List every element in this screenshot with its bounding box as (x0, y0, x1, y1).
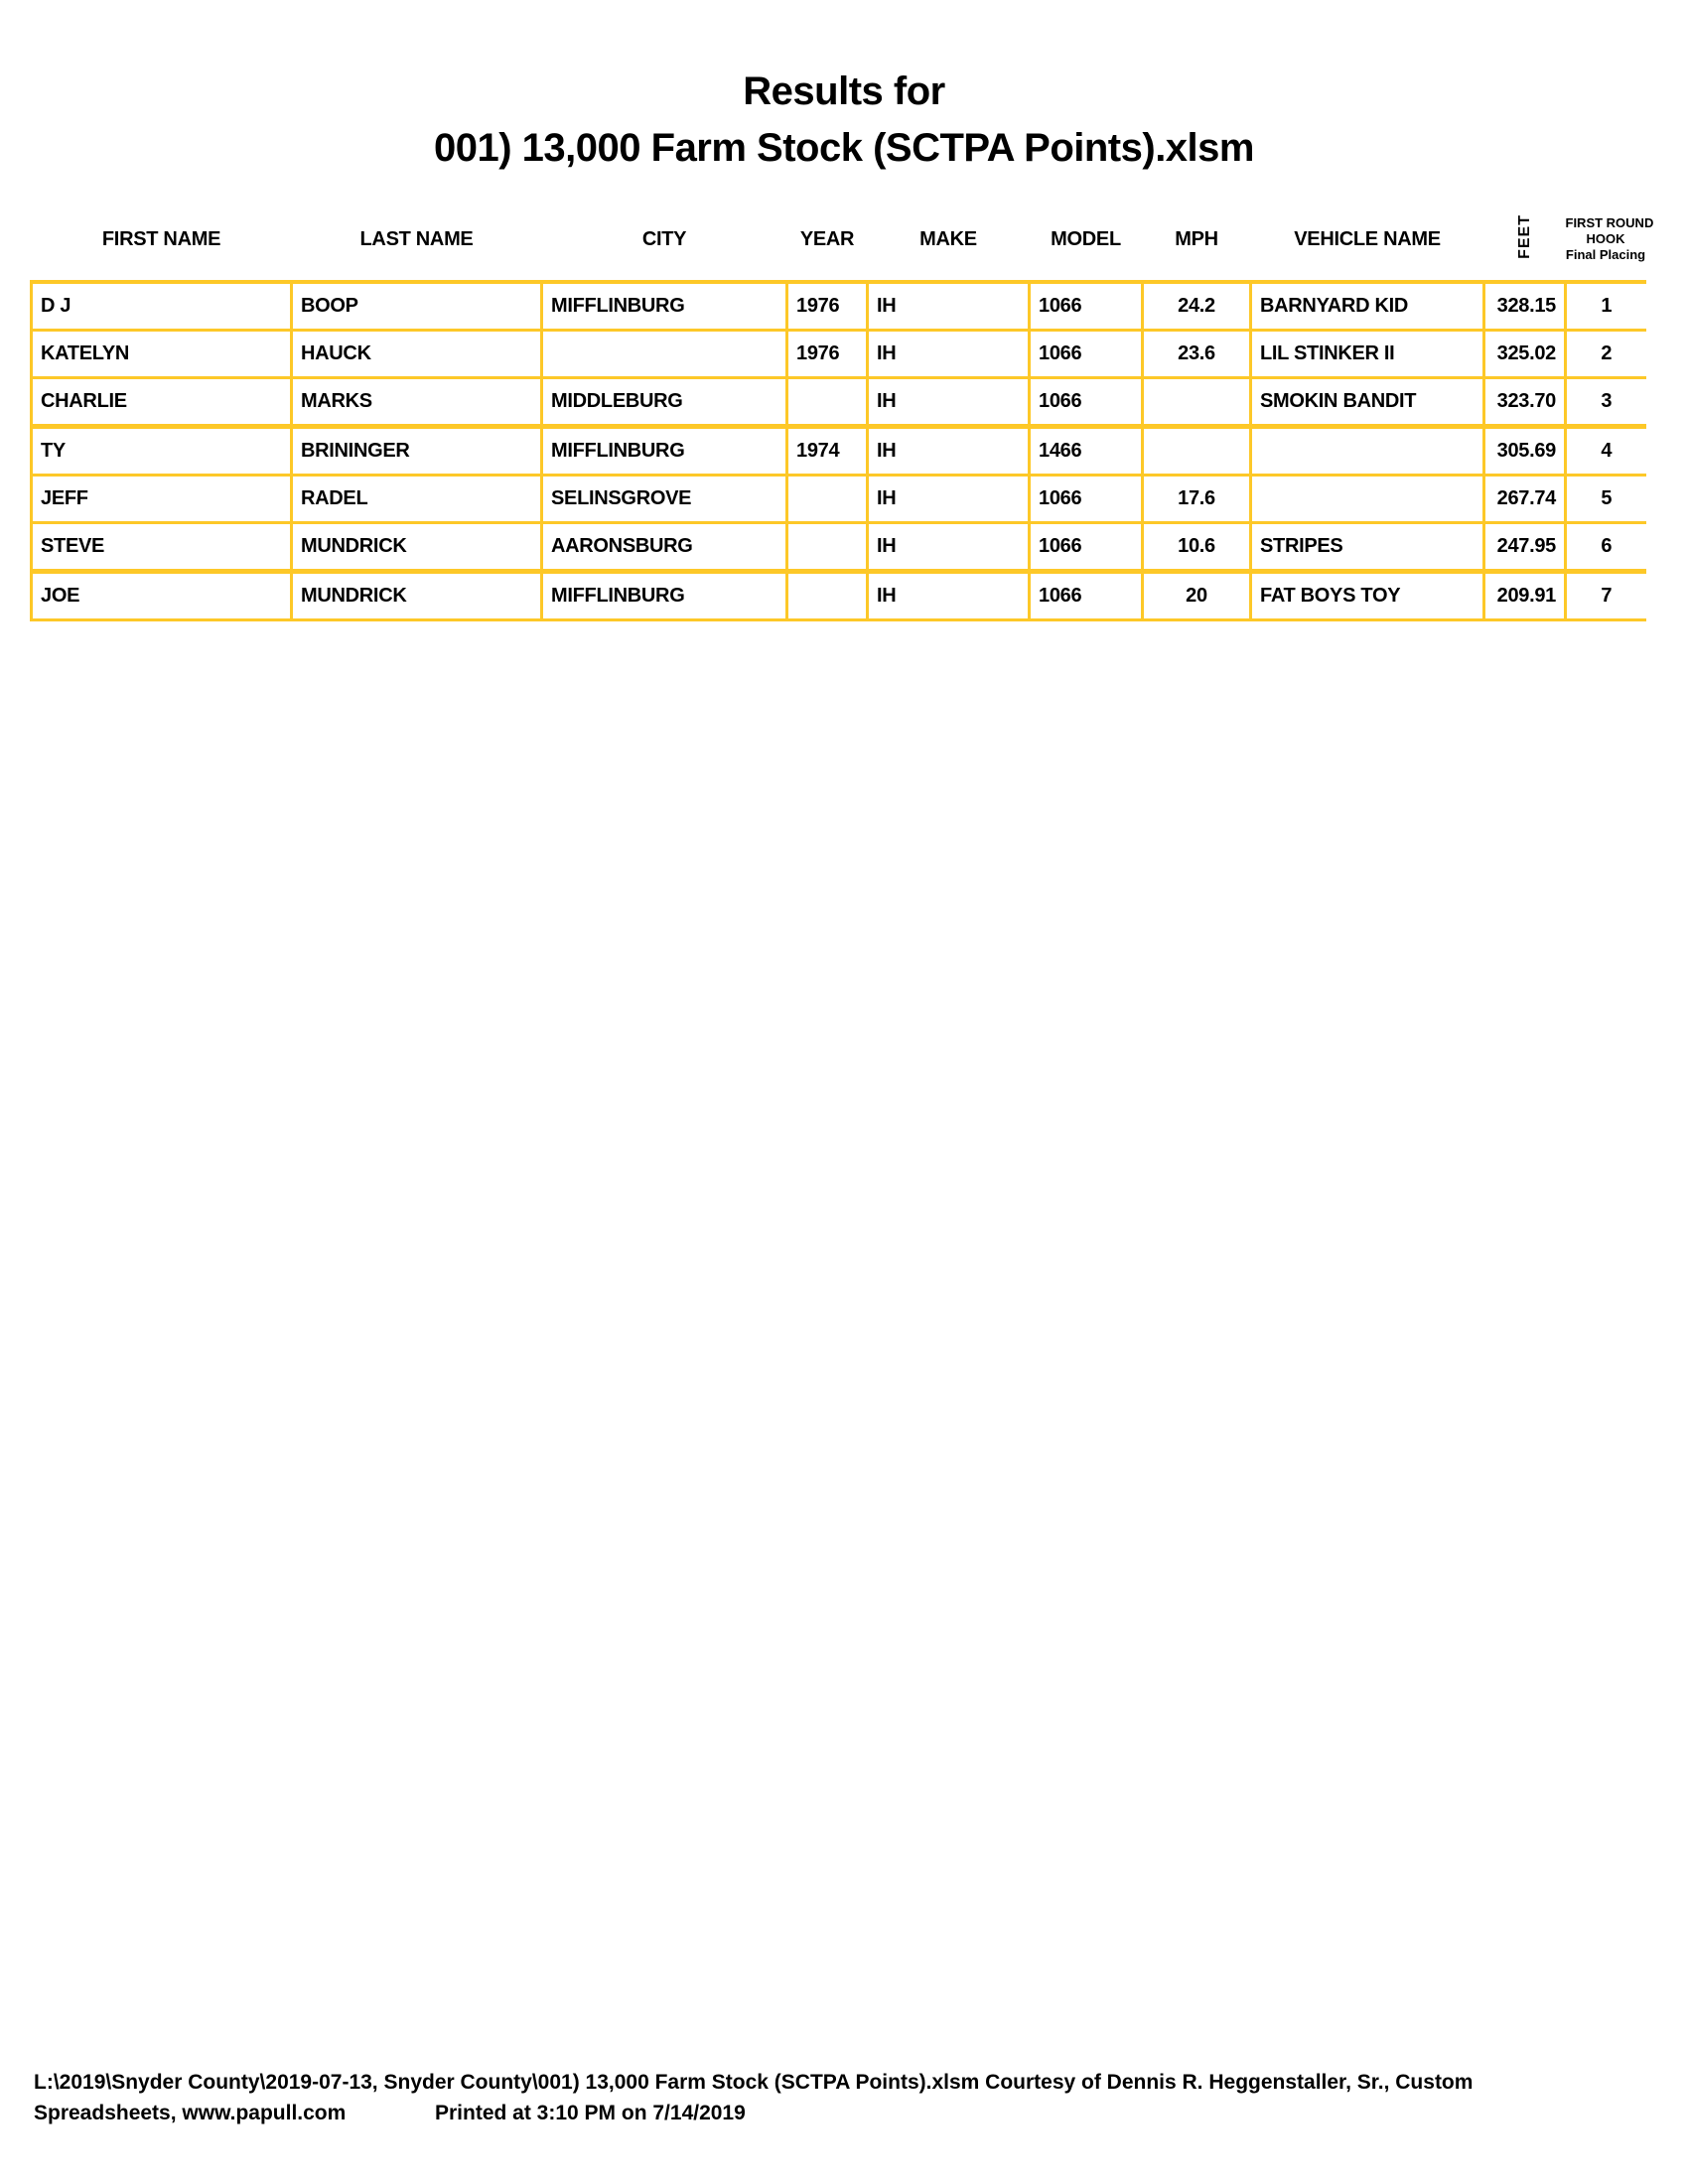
cell-first-name: D J (32, 282, 292, 331)
cell-placing: 4 (1566, 427, 1646, 476)
cell-mph: 23.6 (1143, 331, 1251, 378)
cell-city: AARONSBURG (542, 523, 787, 572)
cell-year (787, 523, 868, 572)
header-row (32, 199, 1646, 282)
cell-make: IH (868, 572, 1030, 620)
cell-year: 1976 (787, 282, 868, 331)
cell-year: 1974 (787, 427, 868, 476)
cell-mph (1143, 427, 1251, 476)
cell-first-name: JEFF (32, 476, 292, 523)
table-row (32, 572, 1646, 620)
cell-city: MIFFLINBURG (542, 427, 787, 476)
feet-vertical-label: FEET (1515, 213, 1533, 259)
table-row (32, 476, 1646, 523)
cell-city (542, 331, 787, 378)
cell-first-name: CHARLIE (32, 378, 292, 427)
cell-make: IH (868, 331, 1030, 378)
table-row (32, 427, 1646, 476)
cell-city: MIFFLINBURG (542, 572, 787, 620)
col-header-feet (1484, 199, 1566, 282)
cell-model: 1466 (1030, 427, 1143, 476)
results-sheet (30, 199, 1654, 621)
cell-make: IH (868, 476, 1030, 523)
cell-last-name: MARKS (292, 378, 542, 427)
col-header-year: YEAR (799, 227, 855, 250)
cell-vehicle-name: FAT BOYS TOY (1251, 572, 1484, 620)
cell-feet: 209.91 (1484, 572, 1566, 620)
col-header-make: MAKE (919, 227, 977, 250)
cell-year (787, 572, 868, 620)
cell-vehicle-name: SMOKIN BANDIT (1251, 378, 1484, 427)
results-table (30, 199, 1654, 621)
cell-placing: 7 (1566, 572, 1646, 620)
footer-file-path: L:\2019\Snyder County\2019-07-13, Snyder County\001) 13,000 Farm Stock (SCTPA Points).xlsm Courtesy of Dennis R. Heggenstaller, Sr., Custom (34, 2071, 1474, 2094)
placing-header-line1: FIRST ROUND (1565, 215, 1654, 230)
footer-printed-timestamp: Printed at 3:10 PM on 7/14/2019 (435, 2102, 746, 2124)
placing-header-line2: HOOK (1586, 231, 1625, 246)
cell-feet: 247.95 (1484, 523, 1566, 572)
cell-model: 1066 (1030, 476, 1143, 523)
cell-last-name: BOOP (292, 282, 542, 331)
cell-city: SELINSGROVE (542, 476, 787, 523)
page-title-line1: Results for (743, 69, 945, 113)
cell-make: IH (868, 523, 1030, 572)
col-header-city: CITY (641, 227, 687, 250)
cell-model: 1066 (1030, 282, 1143, 331)
cell-feet: 325.02 (1484, 331, 1566, 378)
table-row (32, 378, 1646, 427)
cell-vehicle-name (1251, 476, 1484, 523)
col-header-vehicle-name: VEHICLE NAME (1294, 227, 1441, 250)
cell-first-name: STEVE (32, 523, 292, 572)
cell-feet: 328.15 (1484, 282, 1566, 331)
cell-feet: 323.70 (1484, 378, 1566, 427)
cell-model: 1066 (1030, 331, 1143, 378)
cell-mph: 17.6 (1143, 476, 1251, 523)
cell-mph: 20 (1143, 572, 1251, 620)
cell-last-name: BRININGER (292, 427, 542, 476)
cell-year: 1976 (787, 331, 868, 378)
cell-city: MIFFLINBURG (542, 282, 787, 331)
cell-make: IH (868, 427, 1030, 476)
page-title-line2: 001) 13,000 Farm Stock (SCTPA Points).xlsm (434, 126, 1254, 170)
page-footer (34, 2067, 1473, 2128)
cell-mph: 24.2 (1143, 282, 1251, 331)
col-header-placing (1565, 199, 1654, 282)
results-table-body (32, 282, 1646, 620)
col-header-last-name: LAST NAME (359, 227, 474, 250)
cell-year (787, 378, 868, 427)
cell-placing: 5 (1566, 476, 1646, 523)
cell-placing: 6 (1566, 523, 1646, 572)
cell-placing: 2 (1566, 331, 1646, 378)
cell-vehicle-name: STRIPES (1251, 523, 1484, 572)
col-header-mph: MPH (1175, 227, 1218, 250)
cell-first-name: JOE (32, 572, 292, 620)
cell-make: IH (868, 282, 1030, 331)
cell-model: 1066 (1030, 378, 1143, 427)
cell-vehicle-name: LIL STINKER II (1251, 331, 1484, 378)
cell-placing: 1 (1566, 282, 1646, 331)
cell-feet: 305.69 (1484, 427, 1566, 476)
cell-first-name: TY (32, 427, 292, 476)
cell-last-name: MUNDRICK (292, 572, 542, 620)
col-header-first-name: FIRST NAME (101, 227, 221, 250)
cell-model: 1066 (1030, 572, 1143, 620)
cell-mph: 10.6 (1143, 523, 1251, 572)
cell-last-name: RADEL (292, 476, 542, 523)
table-row (32, 331, 1646, 378)
table-row (32, 523, 1646, 572)
cell-vehicle-name (1251, 427, 1484, 476)
cell-year (787, 476, 868, 523)
col-header-model: MODEL (1051, 227, 1121, 250)
cell-placing: 3 (1566, 378, 1646, 427)
footer-website: Spreadsheets, www.papull.com (34, 2102, 347, 2124)
placing-header-line3: Final Placing (1565, 247, 1646, 262)
cell-make: IH (868, 378, 1030, 427)
cell-city: MIDDLEBURG (542, 378, 787, 427)
footer-line2 (34, 2098, 1473, 2128)
cell-mph (1143, 378, 1251, 427)
cell-first-name: KATELYN (32, 331, 292, 378)
cell-vehicle-name: BARNYARD KID (1251, 282, 1484, 331)
table-row (32, 282, 1646, 331)
cell-model: 1066 (1030, 523, 1143, 572)
cell-last-name: HAUCK (292, 331, 542, 378)
cell-last-name: MUNDRICK (292, 523, 542, 572)
page-title (0, 64, 1688, 177)
cell-feet: 267.74 (1484, 476, 1566, 523)
